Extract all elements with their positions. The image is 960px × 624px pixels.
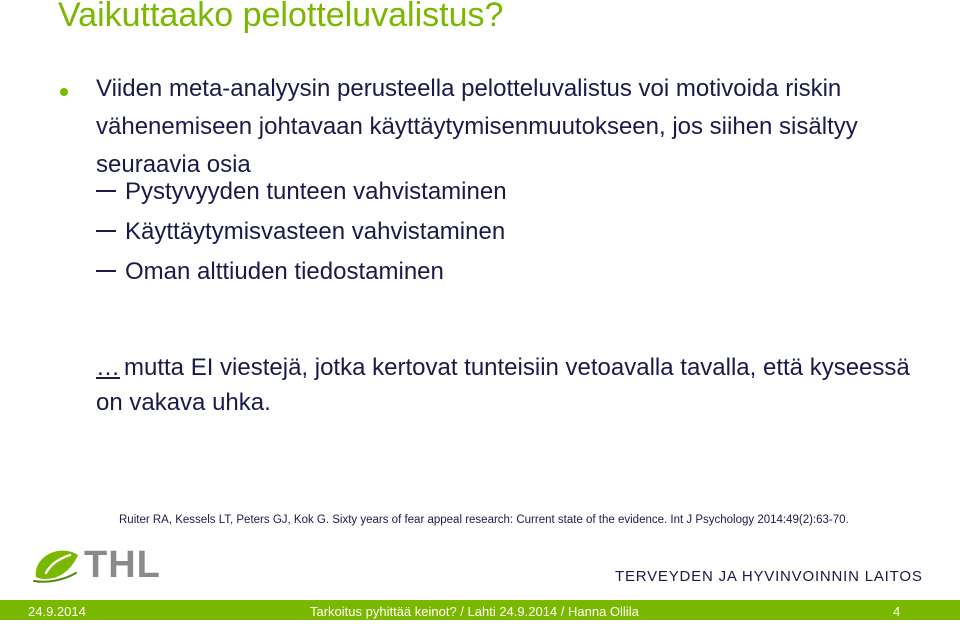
footer-date: 24.9.2014: [28, 604, 86, 619]
note-ellipsis: …: [96, 354, 120, 381]
note-text: mutta EI viestejä, jotka kertovat tunteisiin vetoavalla tavalla, että kyseessä on vakava uhka.: [96, 354, 910, 416]
sub-bullet-label: Oman alttiuden tiedostaminen: [125, 258, 444, 285]
slide-title: Vaikuttaako pelotteluvalistus?: [58, 0, 504, 34]
bullet-icon: [60, 88, 68, 96]
sub-bullet-label: Käyttäytymisvasteen vahvistaminen: [125, 218, 506, 245]
footer-page-number: 4: [893, 604, 901, 619]
footer-presentation-info: Tarkoitus pyhittää keinot? / Lahti 24.9.2014 / Hanna Ollila: [310, 604, 639, 619]
main-bullet-text: Viiden meta-analyysin perusteella pelotteluvalistus voi motivoida riskin vähenemiseen johtavaan käyttäytymisenmuutokseen, jos siihen sisältyy seuraavia osia: [96, 75, 858, 178]
footer-bar: [0, 600, 960, 620]
sub-bullet-item: [96, 254, 507, 294]
reference-citation: Ruiter RA, Kessels LT, Peters GJ, Kok G. Sixty years of fear appeal research: Current state of the evidence. Int J Psychology 2014:49(2):63-70.: [119, 514, 849, 526]
sub-bullet-item: [96, 174, 507, 214]
dash-icon: [96, 230, 116, 232]
sub-bullet-item: [96, 214, 507, 254]
thl-logo: [32, 543, 172, 585]
dash-icon: [96, 270, 116, 272]
thl-leaf-icon: [32, 543, 82, 585]
institute-name: TERVEYDEN JA HYVINVOINNIN LAITOS: [615, 568, 923, 585]
sub-bullet-list: [96, 174, 507, 294]
dash-icon: [96, 190, 116, 192]
note-paragraph: [96, 350, 926, 420]
thl-logo-text: THL: [84, 544, 161, 586]
sub-bullet-label: Pystyvyyden tunteen vahvistaminen: [125, 178, 507, 205]
